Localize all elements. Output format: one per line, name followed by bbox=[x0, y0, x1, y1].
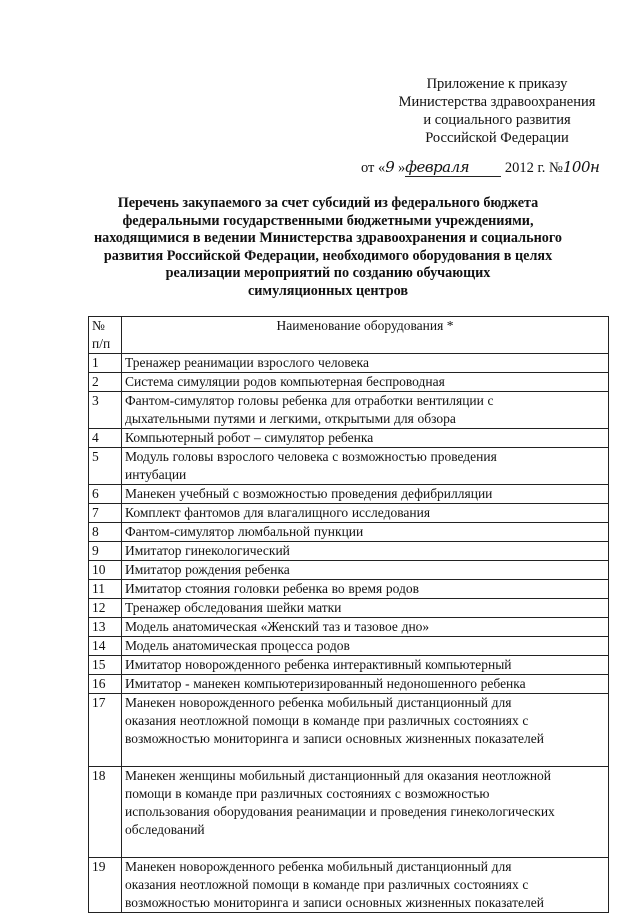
equipment-name-line: Комплект фантомов для влагалищного исследования bbox=[125, 505, 431, 520]
row-number: 9 bbox=[89, 542, 122, 561]
equipment-name-line: Имитатор стояния головки ребенка во время родов bbox=[125, 581, 419, 596]
row-number: 13 bbox=[89, 618, 122, 637]
row-number: 4 bbox=[89, 429, 122, 448]
equipment-name-line: интубации bbox=[125, 467, 187, 482]
document-title bbox=[85, 195, 571, 300]
table-row bbox=[89, 767, 609, 858]
table-row bbox=[89, 675, 609, 694]
equipment-name-line: Тренажер обследования шейки матки bbox=[125, 600, 342, 615]
table-row bbox=[89, 561, 609, 580]
appendix-line: Российской Федерации bbox=[425, 130, 569, 146]
equipment-name-line: Тренажер реанимации взрослого человека bbox=[125, 355, 369, 370]
row-number: 6 bbox=[89, 485, 122, 504]
row-number: 10 bbox=[89, 561, 122, 580]
row-number: 7 bbox=[89, 504, 122, 523]
table-row bbox=[89, 599, 609, 618]
row-equipment-name bbox=[122, 373, 609, 392]
equipment-name-line: возможностью мониторинга и записи основных жизненных показателей bbox=[125, 731, 544, 746]
row-number: 8 bbox=[89, 523, 122, 542]
table-row bbox=[89, 523, 609, 542]
equipment-name-line: Имитатор - манекен компьютеризированный недоношенного ребенка bbox=[125, 676, 526, 691]
header-name-cell: Наименование оборудования * bbox=[122, 317, 609, 354]
equipment-table bbox=[88, 316, 609, 913]
row-equipment-name bbox=[122, 599, 609, 618]
row-number: 18 bbox=[89, 767, 122, 858]
table-row bbox=[89, 542, 609, 561]
row-equipment-name bbox=[122, 392, 609, 429]
equipment-name-line: использования оборудования реанимации и проведения гинекологических bbox=[125, 804, 555, 819]
table-row bbox=[89, 354, 609, 373]
order-date-line bbox=[361, 158, 629, 177]
table-header-row bbox=[89, 317, 609, 354]
title-line: симуляционных центров bbox=[247, 282, 409, 299]
equipment-name-line: помощи в команде при различных состояниях с возможностью bbox=[125, 786, 490, 801]
table-row bbox=[89, 373, 609, 392]
equipment-name-line: Фантом-симулятор головы ребенка для отработки вентиляции с bbox=[125, 393, 494, 408]
equipment-name-line: Модель анатомическая «Женский таз и тазовое дно» bbox=[125, 619, 430, 634]
appendix-line: Министерства здравоохранения bbox=[398, 94, 596, 110]
equipment-name-line: оказания неотложной помощи в команде при различных состояниях с bbox=[125, 713, 529, 728]
row-number: 11 bbox=[89, 580, 122, 599]
row-number: 15 bbox=[89, 656, 122, 675]
order-quote-close: » bbox=[397, 160, 406, 176]
row-equipment-name bbox=[122, 542, 609, 561]
equipment-name-line: Модуль головы взрослого человека с возможностью проведения bbox=[125, 449, 497, 464]
equipment-name-line: Система симуляции родов компьютерная беспроводная bbox=[125, 374, 445, 389]
equipment-name-line: дыхательными путями и легкими, открытыми для обзора bbox=[125, 411, 456, 426]
appendix-line: Приложение к приказу bbox=[426, 76, 568, 92]
row-equipment-name bbox=[122, 448, 609, 485]
header-num-line: п/п bbox=[92, 336, 111, 351]
order-day: 9 bbox=[385, 158, 395, 176]
row-number: 19 bbox=[89, 858, 122, 913]
title-line: реализации мероприятий по созданию обучающих bbox=[165, 265, 491, 281]
row-number: 5 bbox=[89, 448, 122, 485]
row-equipment-name bbox=[122, 354, 609, 373]
order-prefix: от « bbox=[361, 160, 386, 176]
equipment-name-line: Манекен женщины мобильный дистанционный для оказания неотложной bbox=[125, 768, 552, 783]
equipment-name-line: Манекен новорожденного ребенка мобильный дистанционный для bbox=[125, 695, 512, 710]
table-row bbox=[89, 485, 609, 504]
table-row bbox=[89, 618, 609, 637]
table-row bbox=[89, 656, 609, 675]
appendix-line: и социального развития bbox=[423, 112, 571, 128]
row-number: 12 bbox=[89, 599, 122, 618]
title-line: развития Российской Федерации, необходимого оборудования в целях bbox=[103, 247, 553, 264]
row-number: 14 bbox=[89, 637, 122, 656]
table-row bbox=[89, 448, 609, 485]
row-equipment-name bbox=[122, 504, 609, 523]
order-month: февраля bbox=[405, 158, 501, 177]
row-number: 1 bbox=[89, 354, 122, 373]
equipment-name-line: Имитатор новорожденного ребенка интерактивный компьютерный bbox=[125, 657, 512, 672]
table-row bbox=[89, 580, 609, 599]
order-year-number: 2012 г. № bbox=[504, 160, 563, 176]
row-number: 3 bbox=[89, 392, 122, 429]
equipment-name-line: оказания неотложной помощи в команде при различных состояниях с bbox=[125, 877, 529, 892]
appendix-heading bbox=[372, 75, 622, 147]
equipment-name-line: Имитатор рождения ребенка bbox=[125, 562, 290, 577]
equipment-name-line: обследований bbox=[125, 822, 205, 837]
table-row bbox=[89, 858, 609, 913]
equipment-name-line: возможностью мониторинга и записи основных жизненных показателей bbox=[125, 895, 544, 910]
table-body bbox=[89, 354, 609, 913]
row-equipment-name bbox=[122, 767, 609, 858]
row-equipment-name bbox=[122, 675, 609, 694]
row-equipment-name bbox=[122, 580, 609, 599]
table-row bbox=[89, 429, 609, 448]
row-equipment-name bbox=[122, 656, 609, 675]
row-equipment-name bbox=[122, 858, 609, 913]
equipment-name-line: Манекен учебный с возможностью проведения дефибрилляции bbox=[125, 486, 493, 501]
equipment-name-line: Манекен новорожденного ребенка мобильный дистанционный для bbox=[125, 859, 512, 874]
row-equipment-name bbox=[122, 429, 609, 448]
table-row bbox=[89, 694, 609, 767]
equipment-name-line: Модель анатомическая процесса родов bbox=[125, 638, 350, 653]
title-line: находящимися в ведении Министерства здравоохранения и социального bbox=[93, 230, 563, 246]
table-row bbox=[89, 504, 609, 523]
table-row bbox=[89, 392, 609, 429]
row-number: 17 bbox=[89, 694, 122, 767]
row-number: 16 bbox=[89, 675, 122, 694]
row-equipment-name bbox=[122, 485, 609, 504]
title-line: федеральными государственными бюджетными учреждениями, bbox=[122, 212, 534, 229]
row-number: 2 bbox=[89, 373, 122, 392]
row-equipment-name bbox=[122, 523, 609, 542]
row-equipment-name bbox=[122, 561, 609, 580]
equipment-name-line: Фантом-симулятор люмбальной пункции bbox=[125, 524, 364, 539]
title-line: Перечень закупаемого за счет субсидий из федерального бюджета bbox=[117, 195, 539, 211]
row-equipment-name bbox=[122, 637, 609, 656]
header-num-line: № bbox=[92, 318, 105, 333]
header-num-cell bbox=[89, 317, 122, 354]
table-row bbox=[89, 637, 609, 656]
equipment-name-line: Имитатор гинекологический bbox=[125, 543, 290, 558]
row-equipment-name bbox=[122, 694, 609, 767]
order-number: 100н bbox=[562, 158, 600, 176]
row-equipment-name bbox=[122, 618, 609, 637]
equipment-name-line: Компьютерный робот – симулятор ребенка bbox=[125, 430, 374, 445]
